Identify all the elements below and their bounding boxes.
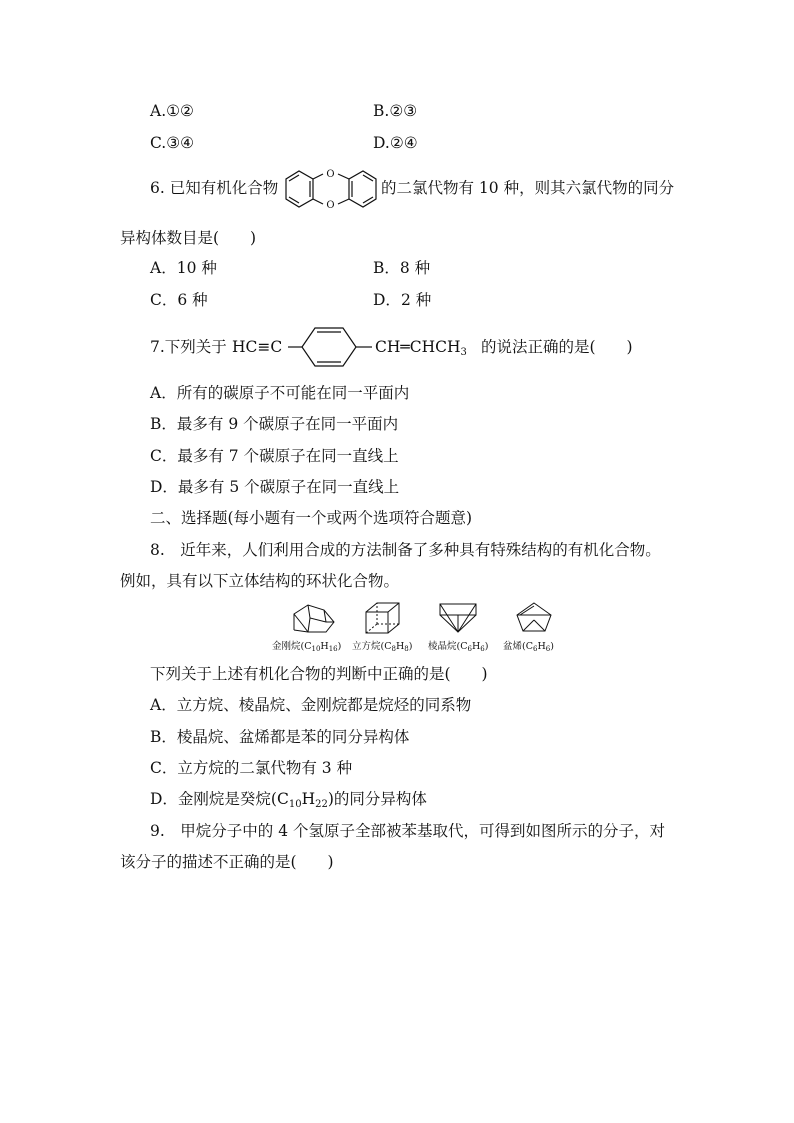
q6-stem-part2: 的二氯代物有 10 种，则其六氯代物的同分: [381, 179, 675, 197]
cubane-structure: [363, 600, 403, 636]
q6-stem-line2: 异构体数目是( ): [120, 229, 257, 247]
adamantane-structure: [290, 600, 338, 636]
q6-option-d: D．2 种: [373, 291, 432, 309]
q5-option-b: B.②③: [373, 102, 418, 120]
q7-right-group: $CH═CHCH_3$: [375, 338, 467, 358]
q7-stem-part2: 的说法正确的是( ): [481, 338, 633, 356]
q6-option-a: A．10 种: [150, 259, 217, 277]
q7-stem-part1: 7.下列关于: [150, 338, 227, 356]
q8-option-d: D．金刚烷是癸烷$(C_{10}H_{22})$的同分异构体: [150, 790, 427, 810]
q8-stem-line1: 8. 近年来，人们利用合成的方法制备了多种具有特殊结构的有机化合物。: [150, 541, 661, 559]
oxygen-atom-top: O: [326, 169, 335, 180]
q6-option-c: C．6 种: [150, 291, 208, 309]
q8-option-a: A．立方烷、棱晶烷、金刚烷都是烷烃的同系物: [150, 696, 472, 714]
caption-prismane: 棱晶烷$(C_6H_6)$: [428, 641, 489, 653]
q8-option-b: B．棱晶烷、盆烯都是苯的同分异构体: [150, 728, 410, 746]
q7-left-group: HC≡C: [232, 338, 283, 356]
q8-question: 下列关于上述有机化合物的判断中正确的是( ): [150, 665, 488, 683]
q7-option-d: D．最多有 5 个碳原子在同一直线上: [150, 478, 400, 496]
q9-stem-line2: 该分子的描述不正确的是( ): [120, 853, 334, 871]
q5-option-d: D.②④: [373, 134, 418, 152]
dibenzodioxin-structure: [283, 165, 379, 213]
q5-option-c: C.③④: [150, 134, 195, 152]
q8-option-c: C．立方烷的二氯代物有 3 种: [150, 759, 353, 777]
caption-adamantane: 金刚烷$(C_{10}H_{16})$: [272, 641, 342, 653]
oxygen-atom-bottom: O: [326, 200, 335, 211]
section-title: 二、选择题(每小题有一个或两个选项符合题意): [150, 509, 473, 527]
q7-option-a: A．所有的碳原子不可能在同一平面内: [150, 384, 410, 402]
caption-cubane: 立方烷$(C_8H_8)$: [352, 641, 413, 653]
q6-option-b: B．8 种: [373, 259, 431, 277]
benzene-ring-structure: [288, 323, 374, 371]
q8-stem-line2: 例如，具有以下立体结构的环状化合物。: [120, 572, 400, 590]
caption-benzvalene: 盆烯$(C_6H_6)$: [503, 641, 554, 653]
q9-stem-line1: 9. 甲烷分子中的 4 个氢原子全部被苯基取代，可得到如图所示的分子，对: [150, 822, 666, 840]
q7-option-b: B．最多有 9 个碳原子在同一平面内: [150, 415, 399, 433]
q7-option-c: C．最多有 7 个碳原子在同一直线上: [150, 447, 399, 465]
prismane-structure: [437, 600, 479, 636]
benzvalene-structure: [513, 600, 555, 636]
q6-stem-part1: 6. 已知有机化合物: [150, 179, 279, 197]
q5-option-a: A.①②: [150, 102, 194, 120]
